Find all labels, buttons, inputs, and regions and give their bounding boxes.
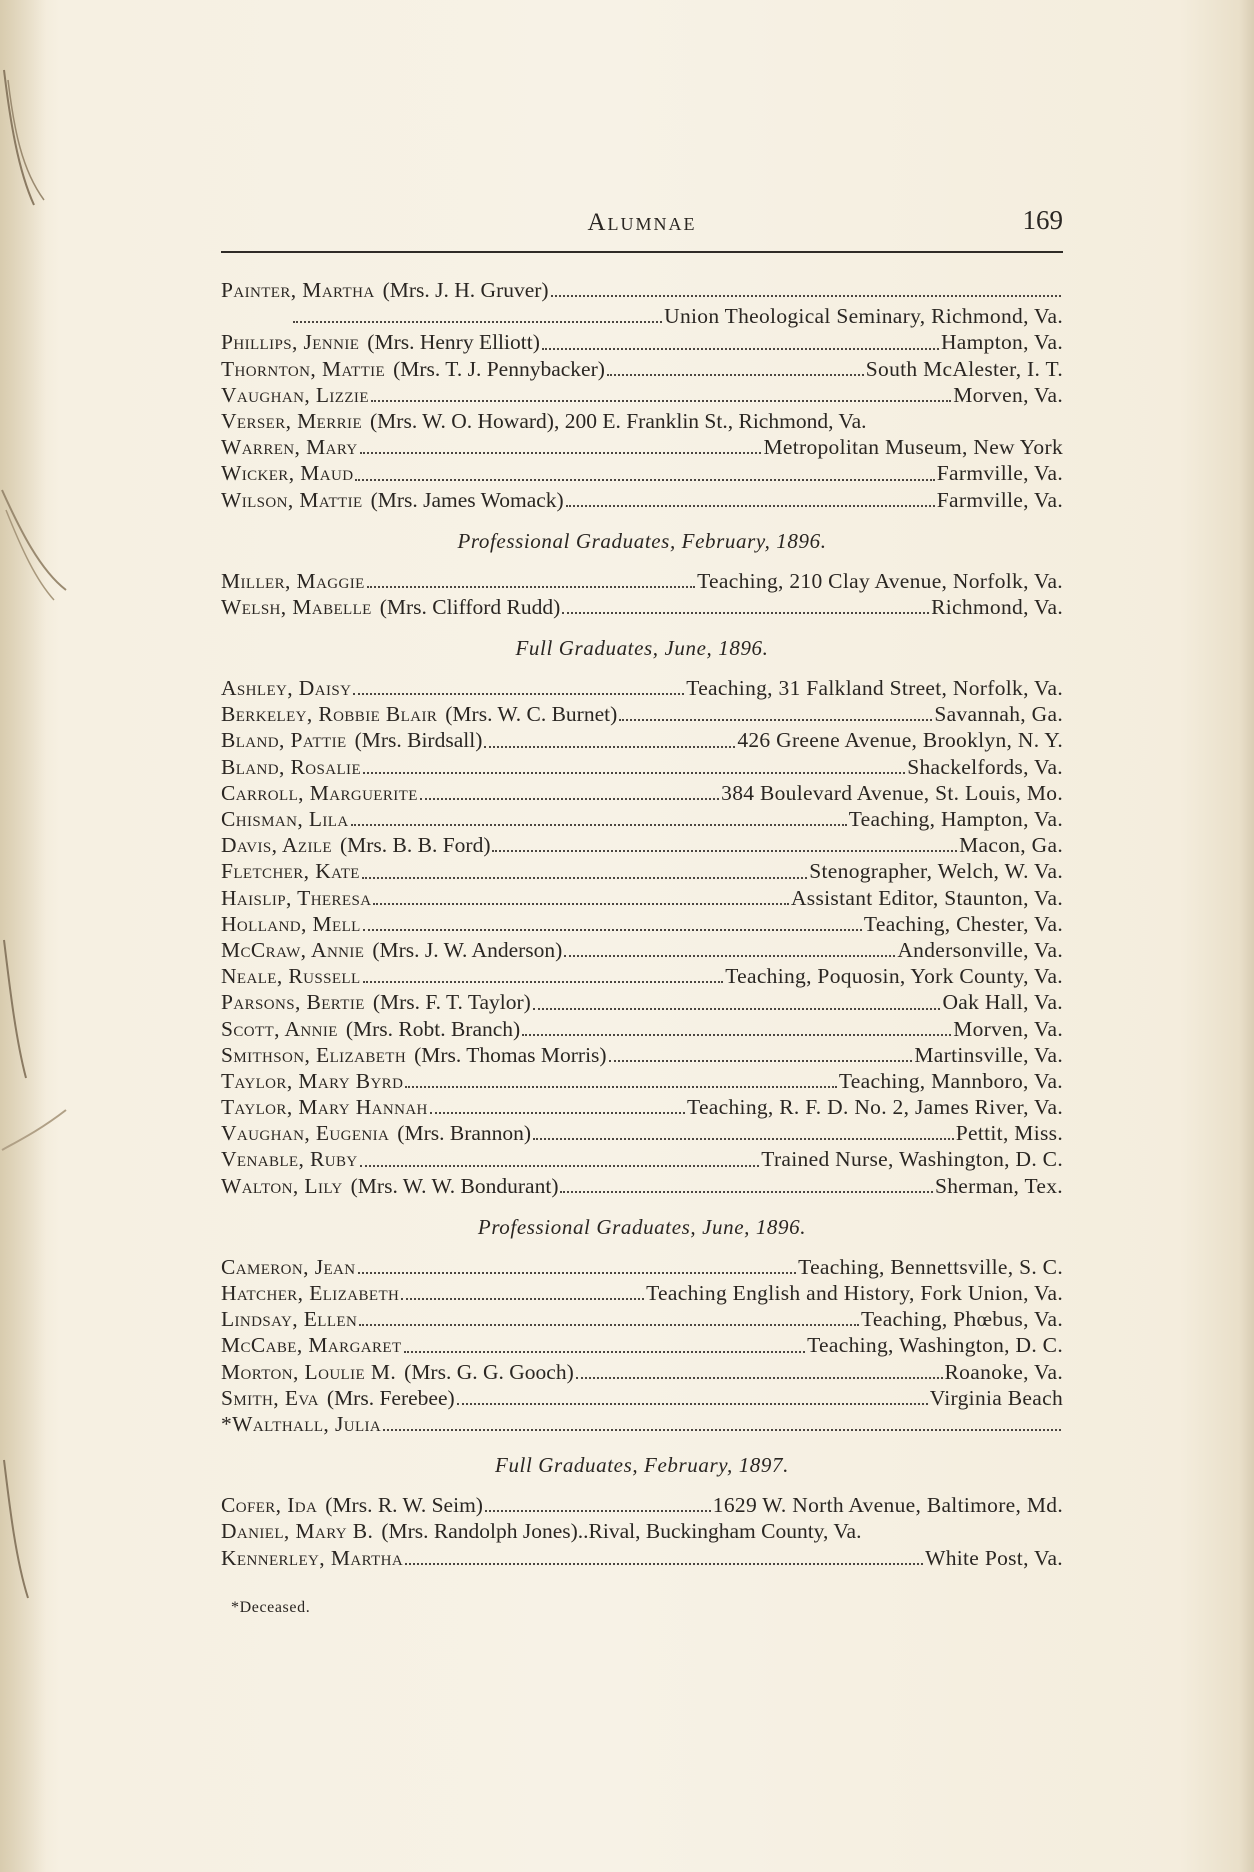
alumna-location: Teaching, R. F. D. No. 2, James River, Va. [687,1095,1063,1120]
alumna-entry [221,277,1063,303]
alumna-entry [221,382,1063,408]
alumna-name: McCraw, Annie [221,937,365,962]
dot-leader [367,586,695,588]
alumna-entry [221,1385,1063,1411]
dot-leader [533,1138,954,1140]
binding-thread-mark [0,1090,70,1240]
alumna-name: Verser, Merrie [221,408,363,433]
alumna-married-name: (Mrs. Clifford Rudd) [379,594,561,619]
dot-leader [430,1112,685,1114]
alumna-location: Teaching, Poquosin, York County, Va. [725,964,1063,989]
dot-leader [293,321,662,323]
dot-leader [619,719,932,721]
dot-leader [560,1191,933,1193]
alumna-married-name: (Mrs. T. J. Pennybacker) [393,356,605,381]
alumna-entry [221,568,1063,594]
section-entries [221,675,1063,1199]
binding-thread-mark [0,60,70,210]
alumna-entry [221,329,1063,355]
alumna-location: Teaching, Mannboro, Va. [838,1068,1063,1093]
alumna-name: Holland, Mell [221,911,361,936]
alumna-location: Farmville, Va. [936,461,1063,486]
dot-leader [564,955,895,957]
alumna-married-name: (Mrs. J. H. Gruver) [382,278,549,302]
alumna-entry [221,356,1063,382]
alumna-entry [221,911,1063,937]
alumna-entry [221,303,1063,329]
alumna-name: Lindsay, Ellen [221,1307,358,1332]
dot-leader [362,877,807,879]
alumna-name: Walton, Lily [221,1173,343,1198]
dot-leader [360,452,762,454]
alumna-location: Morven, Va. [953,1016,1063,1041]
dot-leader [542,348,939,350]
alumna-name: Vaughan, Lizzie [221,382,369,407]
alumna-location: Teaching, 31 Falkland Street, Norfolk, Va. [686,676,1063,701]
alumna-name: Taylor, Mary Hannah [221,1095,428,1120]
running-head [221,205,1063,253]
alumna-name: Vaughan, Eugenia [221,1121,390,1146]
alumna-location: White Post, Va. [925,1545,1063,1570]
text-column [221,205,1063,1617]
alumna-location: Stenographer, Welch, W. Va. [809,859,1063,884]
dot-leader [405,1086,837,1088]
alumna-entry [221,937,1063,963]
dot-leader [363,981,724,983]
alumna-entry [221,1094,1063,1120]
alumna-name: Kennerley, Martha [221,1545,404,1570]
section-heading: Professional Graduates, February, 1896. [457,528,827,553]
alumna-married-name: (Mrs. Henry Elliott) [367,330,540,355]
alumna-entry [221,1016,1063,1042]
alumna-location: Farmville, Va. [936,487,1063,512]
alumna-entry [221,754,1063,780]
alumna-name: Thornton, Mattie [221,356,386,381]
graduate-sections [221,527,1063,1571]
alumna-location: 384 Boulevard Avenue, St. Louis, Mo. [721,780,1063,805]
alumna-name: Taylor, Mary Byrd [221,1068,404,1093]
alumna-location: Martinsville, Va. [914,1042,1063,1067]
alumna-name: Cameron, Jean [221,1254,356,1279]
dot-leader [355,479,934,481]
alumna-name: Phillips, Jennie [221,330,360,355]
alumna-married-name: (Mrs. James Womack) [370,487,564,512]
alumna-name: Miller, Maggie [221,568,365,593]
alumna-entry [221,408,1063,434]
alumna-married-name: (Mrs. W. C. Burnet) [445,702,618,727]
alumna-name: Wilson, Mattie [221,487,363,512]
dot-leader [359,1324,859,1326]
alumna-name: Ashley, Daisy [221,676,352,701]
binding-thread-mark [0,470,70,620]
footnote: *Deceased. [231,1598,311,1616]
alumna-location: 426 Greene Avenue, Brooklyn, N. Y. [737,728,1063,753]
alumna-location: Roanoke, Va. [944,1359,1063,1384]
dot-leader [533,1008,941,1010]
alumna-name: Warren, Mary [221,435,358,460]
alumna-entry [221,858,1063,884]
section-entries [221,1254,1063,1437]
alumna-location: Union Theological Seminary, Richmond, Va. [664,304,1063,329]
alumna-name: Smithson, Elizabeth [221,1042,407,1067]
alumna-entry [221,1306,1063,1332]
dot-leader [607,374,864,376]
alumna-entry [221,885,1063,911]
alumna-name: Neale, Russell [221,964,361,989]
dot-leader [562,612,929,614]
alumna-location: Teaching, Phœbus, Va. [860,1307,1063,1332]
alumna-married-name: (Mrs. Robt. Branch) [345,1016,521,1041]
alumna-entry [221,1173,1063,1199]
alumna-married-name: (Mrs. W. O. Howard), 200 E. Franklin St., Richmond, Va. [370,408,867,433]
alumna-location: Trained Nurse, Washington, D. C. [761,1147,1063,1172]
dot-leader [351,824,847,826]
alumna-name: Davis, Azile [221,833,332,858]
alumna-entry [221,1068,1063,1094]
alumna-entry [221,594,1063,620]
dot-leader [492,850,957,852]
dot-leader [363,929,862,931]
alumna-location: Teaching, 210 Clay Avenue, Norfolk, Va. [697,568,1063,593]
alumna-name: *Walthall, Julia [221,1411,382,1436]
dot-leader [576,1377,943,1379]
section-entries [221,568,1063,620]
alumna-name: Carroll, Marguerite [221,780,418,805]
alumna-married-name: (Mrs. Ferebee) [326,1385,455,1410]
alumna-entry [221,1359,1063,1385]
dot-leader [420,798,719,800]
dot-leader [609,1060,913,1062]
dot-leader [383,1429,1061,1431]
dot-leader [551,295,1061,297]
dot-leader [371,400,951,402]
alumna-entry [221,1518,1063,1544]
alumna-location: Assistant Editor, Staunton, Va. [790,885,1063,910]
alumna-name: Venable, Ruby [221,1147,358,1172]
alumna-location: Hampton, Va. [940,330,1063,355]
alumna-location: Morven, Va. [953,382,1063,407]
alumna-name: Cofer, Ida [221,1493,318,1518]
alumna-entry [221,989,1063,1015]
alumna-married-name: (Mrs. W. W. Bondurant) [350,1173,559,1198]
alumna-location: Richmond, Va. [931,594,1063,619]
dot-leader [566,505,935,507]
alumna-location: Savannah, Ga. [934,702,1063,727]
alumna-entry [221,675,1063,701]
dot-leader [484,746,735,748]
alumna-married-name: (Mrs. R. W. Seim) [325,1493,483,1518]
alumna-entry [221,1120,1063,1146]
alumna-name: Bland, Rosalie [221,754,362,779]
alumna-location: Andersonville, Va. [897,937,1063,962]
section-heading: Professional Graduates, June, 1896. [477,1214,807,1239]
alumna-entry [221,434,1063,460]
alumna-name: McCabe, Margaret [221,1333,402,1358]
dot-leader [373,903,789,905]
alumna-entry [221,832,1063,858]
dot-leader [401,1298,644,1300]
alumna-entry [221,1411,1063,1437]
alumna-location: Virginia Beach [929,1385,1063,1410]
alumna-entry [221,1332,1063,1358]
alumna-married-name: (Mrs. J. W. Anderson) [372,937,563,962]
alumna-location: Teaching, Bennettsville, S. C. [798,1254,1063,1279]
running-title: Alumnae [587,209,697,236]
alumna-entry [221,1545,1063,1571]
alumna-married-name: (Mrs. Randolph Jones)..Rival, Buckingham County, Va. [381,1519,862,1544]
alumna-location: Teaching, Hampton, Va. [848,807,1063,831]
alumna-married-name: (Mrs. Birdsall) [354,728,483,753]
alumna-location: Oak Hall, Va. [942,990,1063,1015]
alumna-entry [221,780,1063,806]
dot-leader [353,693,684,695]
alumna-name: Painter, Martha [221,278,375,302]
section-entries [221,1492,1063,1571]
alumna-location: South McAlester, I. T. [865,356,1063,381]
alumna-location: Teaching, Chester, Va. [863,911,1063,936]
alumna-name: Berkeley, Robbie Blair [221,702,438,727]
alumna-entry [221,460,1063,486]
dot-leader [457,1403,928,1405]
dot-leader [360,1165,760,1167]
alumna-location: Teaching, Washington, D. C. [807,1333,1063,1358]
alumna-entry [221,1146,1063,1172]
alumna-name: Smith, Eva [221,1385,319,1410]
alumna-name: Hatcher, Elizabeth [221,1281,400,1305]
alumna-name: Welsh, Mabelle [221,594,372,619]
dot-leader [404,1351,806,1353]
alumna-name: Morton, Loulie M. [221,1359,397,1384]
alumna-married-name: (Mrs. Brannon) [397,1121,532,1146]
alumna-married-name: (Mrs. G. G. Gooch) [404,1359,574,1384]
alumna-name: Chisman, Lila [221,807,349,831]
alumnae-list [221,277,1063,513]
alumna-location: Shackelfords, Va. [907,754,1063,779]
dot-leader [522,1034,951,1036]
alumna-name: Scott, Annie [221,1016,338,1041]
section-heading: Full Graduates, June, 1896. [515,636,769,661]
alumna-entry [221,963,1063,989]
alumna-name: Bland, Pattie [221,728,347,753]
alumna-location: 1629 W. North Avenue, Baltimore, Md. [712,1493,1063,1518]
alumna-entry [221,727,1063,753]
alumna-location: Teaching English and History, Fork Union, Va. [646,1281,1063,1305]
alumna-location: Sherman, Tex. [935,1173,1063,1198]
alumna-entry [221,1254,1063,1280]
alumna-name: Daniel, Mary B. [221,1519,374,1544]
dot-leader [358,1272,797,1274]
section-heading: Full Graduates, February, 1897. [495,1453,789,1478]
alumna-entry [221,1280,1063,1306]
alumna-name: Haislip, Theresa [221,885,372,910]
alumna-location: Metropolitan Museum, New York [763,435,1063,460]
dot-leader [485,1510,711,1512]
alumna-name: Fletcher, Kate [221,859,360,884]
alumna-entry [221,1492,1063,1518]
alumna-married-name: (Mrs. F. T. Taylor) [372,990,531,1015]
alumna-married-name: (Mrs. B. B. Ford) [339,833,491,858]
alumna-entry [221,487,1063,513]
binding-thread-mark [0,1450,70,1600]
dot-leader [405,1563,923,1565]
alumna-location: Macon, Ga. [959,833,1063,858]
alumna-entry [221,1042,1063,1068]
alumna-name: Parsons, Bertie [221,990,365,1015]
alumna-married-name: (Mrs. Thomas Morris) [414,1042,607,1067]
alumna-location: Pettit, Miss. [955,1121,1063,1146]
alumna-name: Wicker, Maud [221,461,354,486]
alumna-entry [221,806,1063,832]
page-number: 169 [1022,205,1063,235]
binding-thread-mark [0,930,70,1080]
dot-leader [363,772,905,774]
alumna-entry [221,701,1063,727]
